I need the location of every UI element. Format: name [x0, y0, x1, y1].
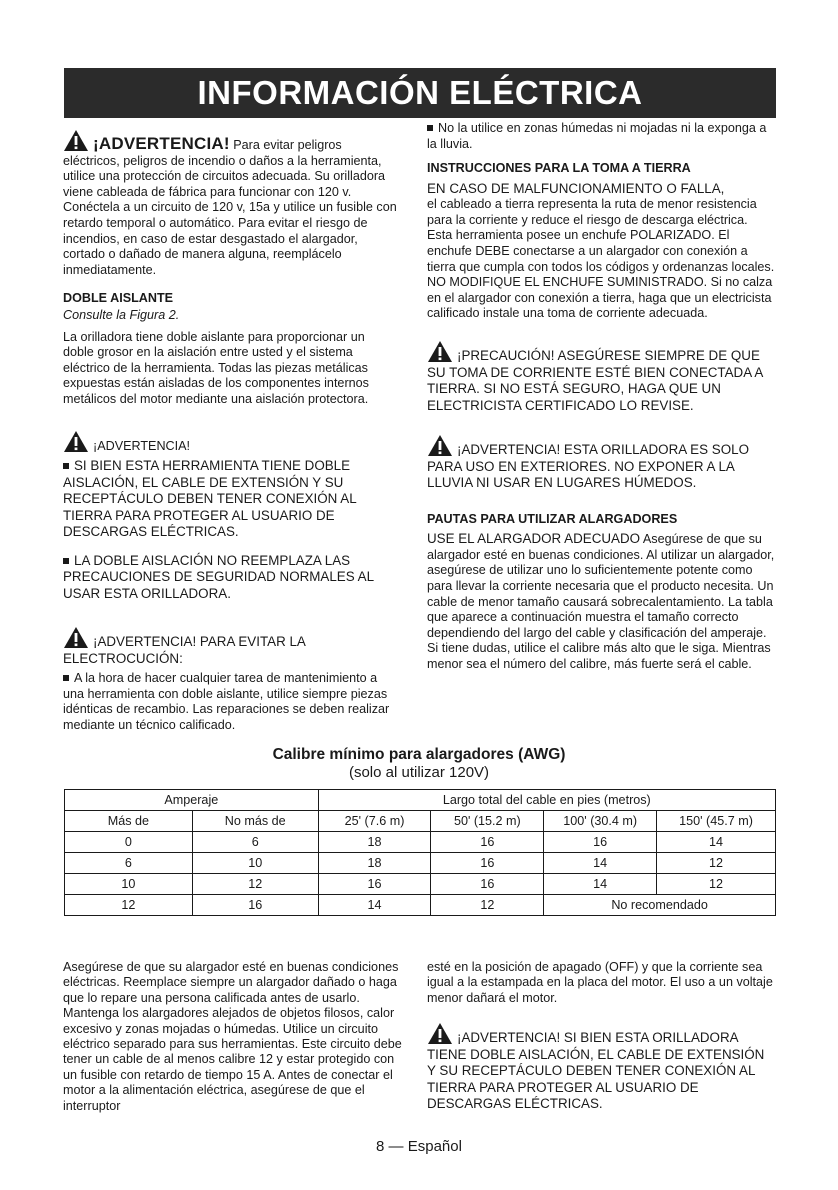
table-cell: 16	[431, 874, 544, 895]
grounding-heading: INSTRUCCIONES PARA LA TOMA A TIERRA	[427, 161, 691, 176]
bottom-right-text: esté en la posición de apagado (OFF) y que la corriente sea igual a la estampada en la placa del motor. El uso a un voltaje menor dañará el motor.	[427, 960, 773, 1005]
table-cell: 6	[65, 853, 193, 874]
extension-body: Asegúrese de que su alargador esté en buenas condiciones. Al utilizar un alargador, asegúrese de utilizar uno lo suficientemente potente como para llevar la corriente necesaria que el producto necesita. Un cable de menor tamaño causará sobrecalentamiento. La tabla que aparece a continuación muestra el tamaño correcto dependiendo del largo del cable y clasificación del amperaje. Si tiene dudas, utilice el calibre más alto que le siga. Mientras menor sea el número del calibre, más fuerte será el cable.	[427, 532, 775, 671]
table-header-row	[65, 811, 776, 832]
bottom-left-text: Asegúrese de que su alargador esté en buenas condiciones eléctricas. Reemplace siempre un alargador dañado o haga que lo repare una persona calificada antes de usarlo. Mantenga los alargadores alejados de objetos filosos, calor excesivo y zonas mojadas o húmedas. Utilice un circuito eléctrico separado para sus herramientas. Este circuito debe tener un cable de al menos calibre 12 y estar protegido con un fusible con retardo de tiempo 15 A. Antes de conectar el motor a la alimentación eléctrica, asegúrese de que el interruptor	[63, 960, 402, 1113]
section-title: INFORMACIÓN ELÉCTRICA	[197, 74, 643, 111]
warning-block-power	[63, 129, 399, 278]
column-header: 25' (7.6 m)	[318, 811, 431, 832]
double-insulation-heading: DOBLE AISLANTE	[63, 291, 174, 306]
group-amperage: Amperaje	[65, 790, 319, 811]
warning-block-outdoor	[427, 434, 775, 492]
extension-cord-section	[427, 512, 775, 673]
warning-triangle-icon	[63, 626, 89, 649]
warning-block-final	[427, 1022, 775, 1113]
warning-block-grounding	[63, 430, 399, 603]
warning-lead: ESTA ORILLADORA ES	[563, 442, 709, 458]
warning-label: ¡ADVERTENCIA!	[93, 438, 191, 453]
bullet-item: SI BIEN ESTA HERRAMIENTA TIENE DOBLE AISLACIÓN, EL CABLE DE EXTENSIÓN Y SU RECEPTÁCULO DEBEN TENER CONEXIÓN AL TIERRA PARA PROTEGER AL USUARIO DE DESCARGAS ELÉCTRICAS.	[63, 458, 357, 540]
bullet-icon	[63, 675, 69, 681]
warning-triangle-icon	[427, 340, 453, 363]
table-cell: 10	[192, 853, 318, 874]
awg-table	[64, 789, 776, 916]
right-column	[427, 121, 775, 681]
warning-triangle-icon	[427, 434, 453, 457]
table-cell: 12	[657, 874, 776, 895]
warning-label: ¡ADVERTENCIA!	[457, 1030, 561, 1046]
table-cell: 0	[65, 832, 193, 853]
table-cell: 14	[657, 832, 776, 853]
table-title: Calibre mínimo para alargadores (AWG)	[272, 746, 566, 763]
warning-triangle-icon	[63, 430, 89, 453]
warning-lead-2: ELECTROCUCIÓN:	[63, 650, 183, 666]
table-cell: 12	[65, 895, 193, 916]
caution-block	[427, 340, 775, 414]
not-recommended-cell: No recomendado	[544, 895, 776, 916]
warning-label: ¡ADVERTENCIA!	[93, 134, 230, 153]
table-cell: 14	[544, 874, 657, 895]
table-cell: 18	[318, 832, 431, 853]
extension-caps: USE EL ALARGADOR ADECUADO	[427, 531, 641, 547]
bullet-item: LA DOBLE AISLACIÓN NO REEMPLAZA LAS PRECAUCIONES DE SEGURIDAD NORMALES AL USAR ESTA ORILLADORA.	[63, 552, 374, 601]
table-cell: 14	[544, 853, 657, 874]
warning-lead: SI BIEN ESTA	[563, 1030, 649, 1046]
warning-triangle-icon	[63, 129, 89, 152]
extension-heading: PAUTAS PARA UTILIZAR ALARGADORES	[427, 511, 678, 526]
warning-lead: PARA EVITAR LA	[199, 634, 306, 650]
table-row	[65, 895, 776, 916]
warning-block-electrocution	[63, 626, 399, 733]
warning-label: ¡ADVERTENCIA!	[457, 442, 561, 458]
table-cell: 16	[192, 895, 318, 916]
warning-triangle-icon	[427, 1022, 453, 1045]
column-header: 50' (15.2 m)	[431, 811, 544, 832]
table-caption	[0, 745, 838, 782]
column-header: Más de	[65, 811, 193, 832]
table-row	[65, 874, 776, 895]
bottom-right-column	[427, 960, 775, 1113]
table-group-header	[65, 790, 776, 811]
page-footer: 8 — Español	[376, 1138, 462, 1155]
column-header: 150' (45.7 m)	[657, 811, 776, 832]
warning-body: SOLO PARA USO EN EXTERIORES. NO EXPONER A LA LLUVIA NI USAR EN LUGARES HÚMEDOS.	[427, 442, 749, 491]
bullet-item: No la utilice en zonas húmedas ni mojadas ni la exponga a la lluvia.	[427, 121, 767, 151]
double-insulation-section	[63, 291, 399, 407]
caution-body: DE QUE SU TOMA DE CORRIENTE ESTÉ BIEN CONECTADA A TIERRA. SI NO ESTÁ SEGURO, HAGA QUE UN ELECTRICISTA CERTIFICADO LO REVISE.	[427, 348, 763, 413]
bullet-icon	[63, 463, 69, 469]
table-cell: 16	[431, 853, 544, 874]
table-cell: 10	[65, 874, 193, 895]
table-cell: 16	[544, 832, 657, 853]
warning-body: eléctricos, peligros de incendio o daños a la herramienta, utilice una protección de circuitos adecuada. Su orilladora viene cableada de fábrica para funcionar con 120 v. Conéctela a un circuito de 120 v, 15a y utilice un fusible con retardo temporal o automático. Para evitar el riesgo de incendios, en caso de estar desgastado el alargador, cortado o dañado de manera alguna, reemplácelo inmediatamente.	[63, 153, 397, 277]
table-cell: 12	[192, 874, 318, 895]
table-cell: 16	[318, 874, 431, 895]
section-banner	[64, 68, 776, 118]
table-cell: 18	[318, 853, 431, 874]
bullet-icon	[63, 558, 69, 564]
bullet-item: A la hora de hacer cualquier tarea de mantenimiento a una herramienta con doble aislante, utilice siempre piezas idénticas de recambio. Las reparaciones se deben realizar mediante un técnico calificado.	[63, 671, 390, 732]
table-cell: 14	[318, 895, 431, 916]
warning-body: ORILLADORA TIENE DOBLE AISLACIÓN, EL CABLE DE EXTENSIÓN Y SU RECEPTÁCULO DEBEN TENER CONEXIÓN AL TIERRA PARA PROTEGER AL USUARIO DE DESCARGAS ELÉCTRICAS.	[427, 1030, 765, 1112]
double-insulation-body: La orilladora tiene doble aislante para proporcionar un doble grosor en la aislación entre usted y el sistema eléctrico de la herramienta. Todas las piezas metálicas expuestas están aisladas de los componentes internos metálicos del motor mediante una aislación protectora.	[63, 329, 369, 406]
table-cell: 6	[192, 832, 318, 853]
group-length: Largo total del cable en pies (metros)	[318, 790, 775, 811]
table-cell: 16	[431, 832, 544, 853]
figure-reference: Consulte la Figura 2.	[63, 307, 180, 322]
table-cell: 12	[431, 895, 544, 916]
table-row	[65, 832, 776, 853]
table-cell: 12	[657, 853, 776, 874]
grounding-caps: EN CASO DE MALFUNCIONAMIENTO O FALLA,	[427, 180, 725, 196]
grounding-section	[427, 161, 775, 322]
column-header: No más de	[192, 811, 318, 832]
caution-label: ¡PRECAUCIÓN!	[457, 348, 555, 364]
left-column	[63, 129, 399, 742]
grounding-body: el cableado a tierra representa la ruta de menor resistencia para la corriente y reduce el riesgo de descarga eléctrica. Esta herramienta posee un enchufe POLARIZADO. El enchufe DEBE conectarse a un alargador con conexión a tierra que cumpla con todos los códigos y ordenanzas locales. NO MODIFIQUE EL ENCHUFE SUMINISTRADO. Si no calza en el alargador con conexión a tierra, haga que un electricista calificado instale una toma de corriente adecuada.	[427, 197, 775, 321]
column-header: 100' (30.4 m)	[544, 811, 657, 832]
caution-lead: ASEGÚRESE SIEMPRE	[557, 348, 705, 364]
table-subtitle: (solo al utilizar 120V)	[348, 764, 490, 781]
warning-label: ¡ADVERTENCIA!	[93, 634, 197, 650]
warning-lead: Para evitar peligros	[233, 138, 342, 152]
bullet-icon	[427, 125, 433, 131]
table-row	[65, 853, 776, 874]
